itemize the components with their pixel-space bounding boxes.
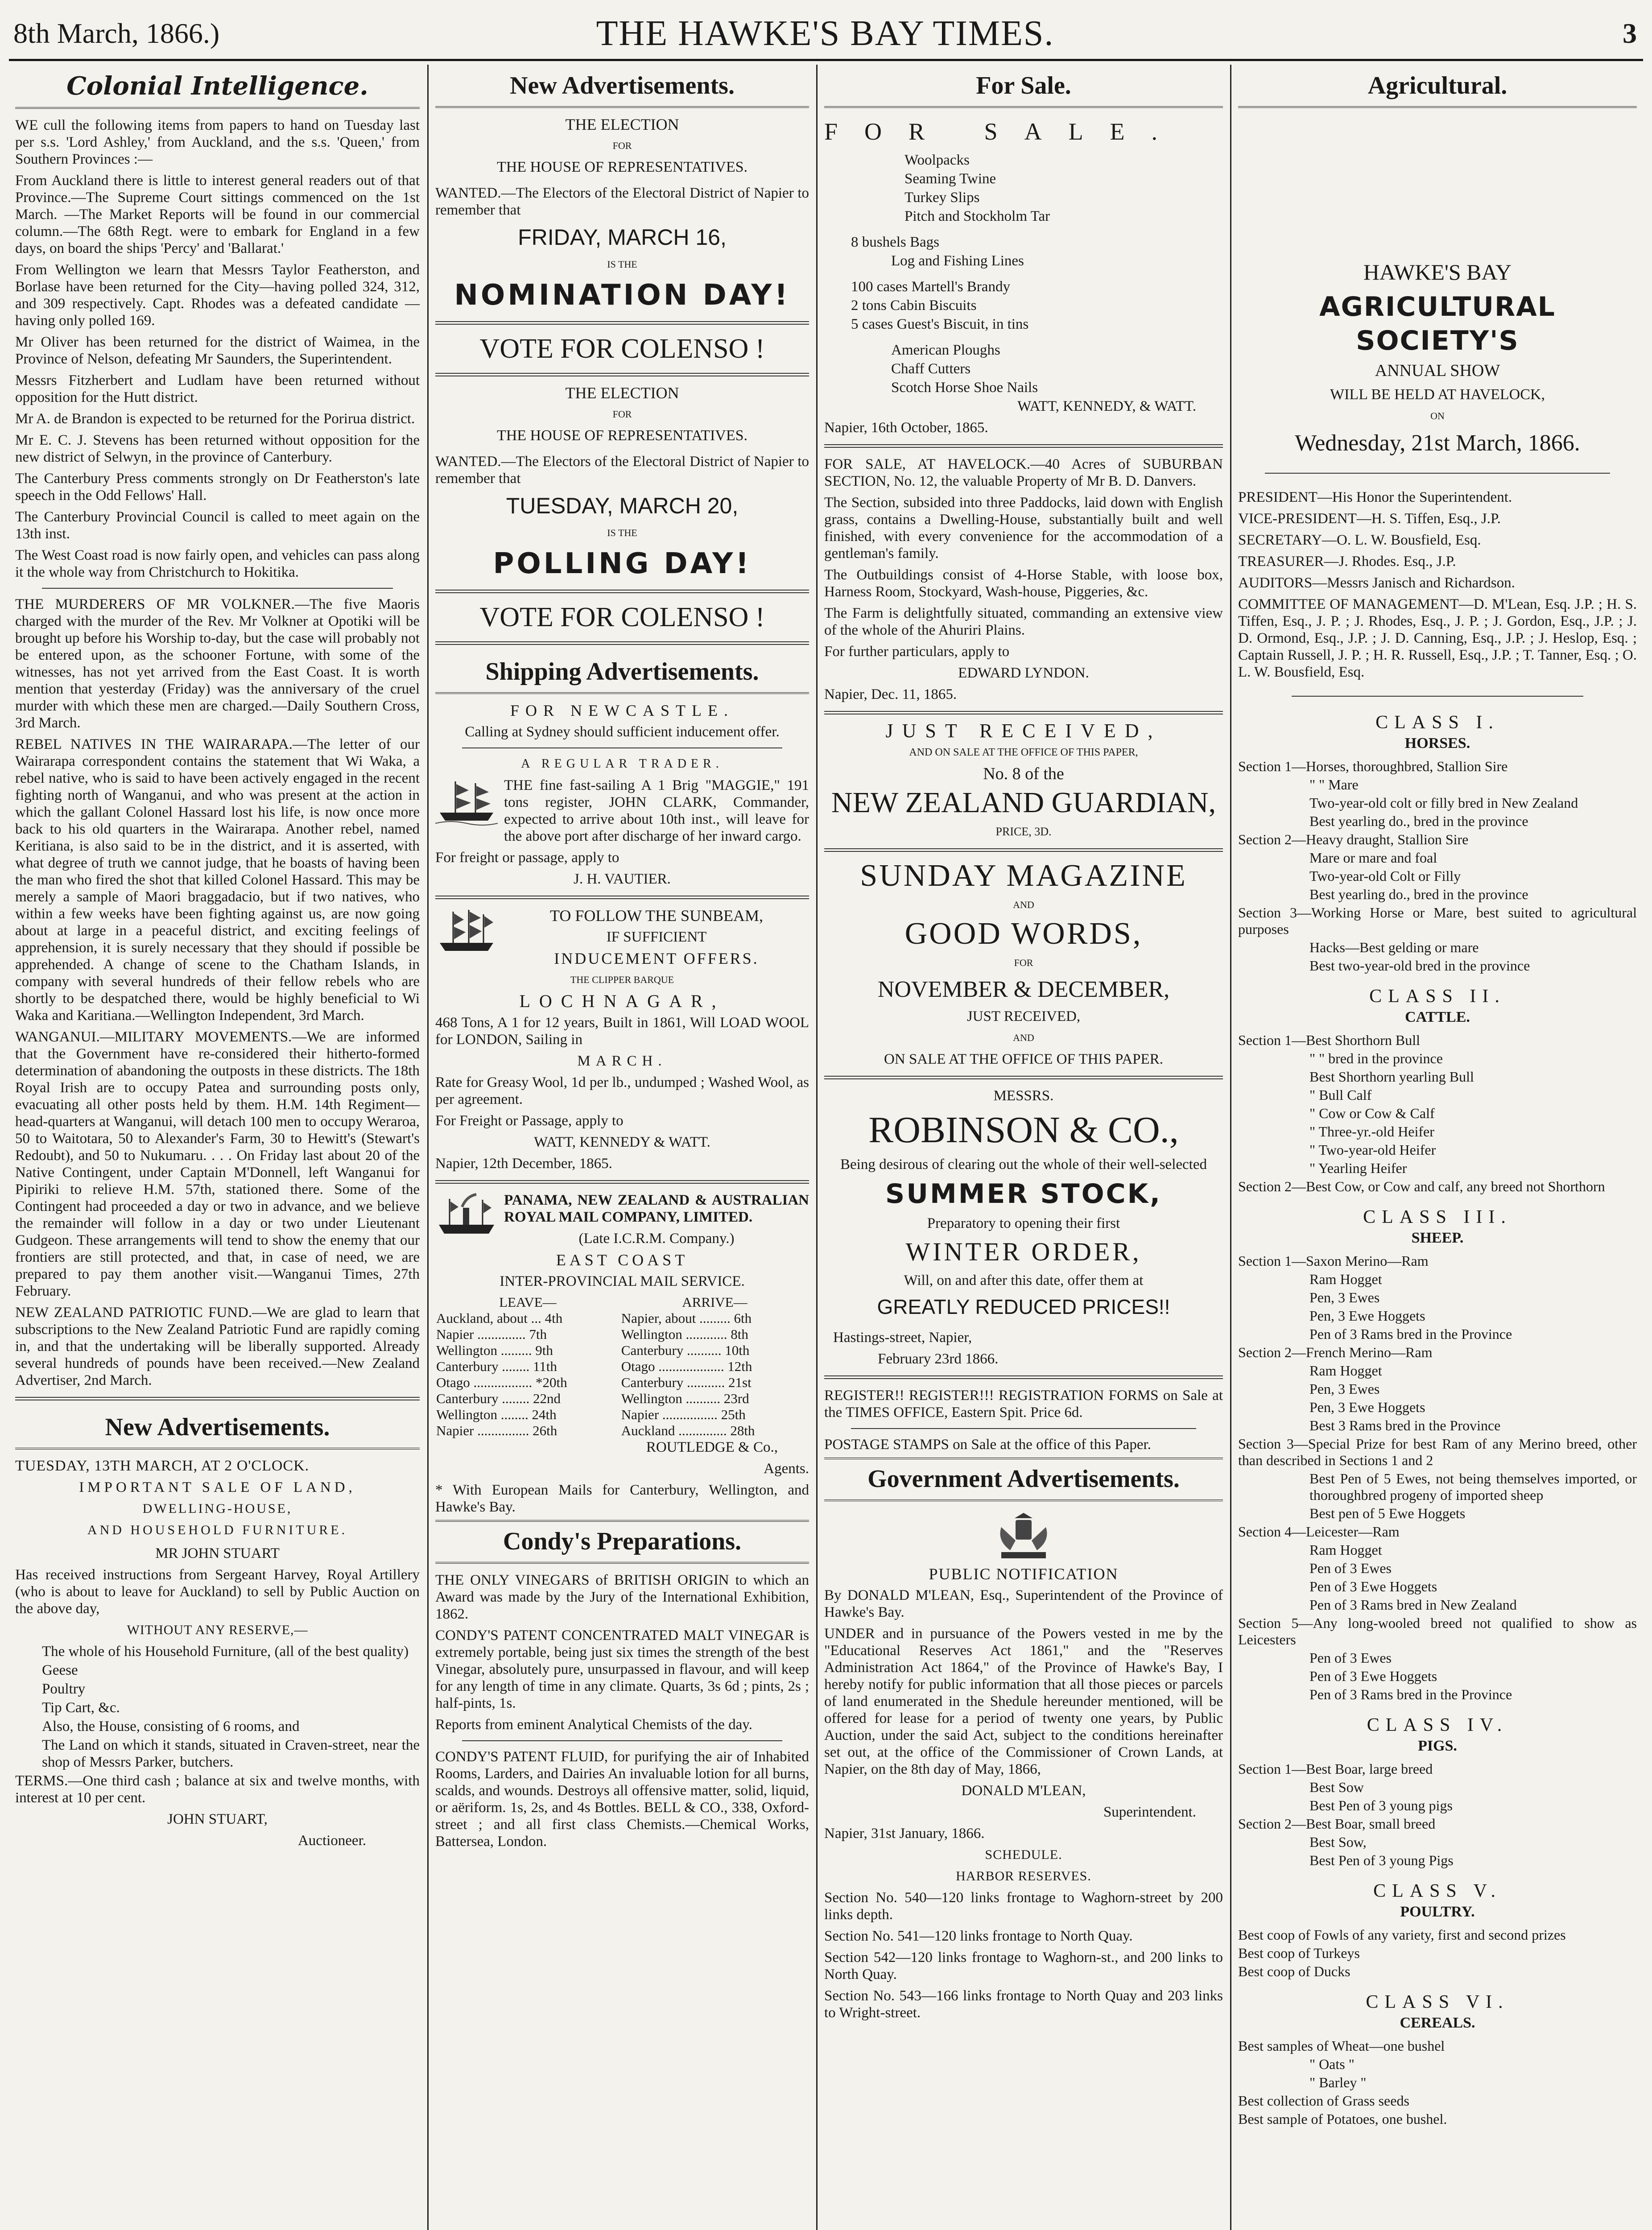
pn-by: By DONALD M'LEAN, Esq., Superintendent of the Province of Hawke's Bay. xyxy=(824,1587,1223,1620)
maggie-ad: THE fine fast-sailing A 1 Brig "MAGGIE," 191 tons register, JOHN CLARK, Commander, expected to arrive about 10th inst., will leave for the above port after discharge of her inward cargo. xyxy=(504,777,809,844)
article-paragraph: The Canterbury Press comments strongly on Dr Featherston's late speech in the Odd Fellows' Hall. xyxy=(15,471,420,504)
table-cell: Wellington ........ 24th xyxy=(436,1407,557,1422)
spacer xyxy=(1238,116,1637,259)
auction-signature-title: Auctioneer. xyxy=(297,1833,366,1849)
prize-line: Best Sow xyxy=(1309,1779,1364,1795)
winter-order: WINTER ORDER, xyxy=(905,1237,1142,1266)
prize-line: Best sample of Potatoes, one bushel. xyxy=(1238,2111,1447,2127)
table-header: LEAVE— xyxy=(499,1294,557,1310)
table-cell: Wellington .......... 23rd xyxy=(621,1391,749,1406)
table-row xyxy=(435,1326,809,1342)
table-cell: Auckland .............. 28th xyxy=(621,1423,755,1438)
prize-line: Best pen of 5 Ewe Hoggets xyxy=(1309,1505,1466,1521)
table-cell: Napier ............... 26th xyxy=(436,1423,558,1438)
nov-dec: NOVEMBER & DECEMBER, xyxy=(877,977,1170,1002)
maggie-signature: J. H. VAUTIER. xyxy=(574,871,671,887)
havelock-ad: The Farm is delightfully situated, commanding an extensive view of the whole of the Ahuriri Plains. xyxy=(824,605,1223,638)
election-for: FOR xyxy=(612,409,632,420)
robinson-co: ROBINSON & CO., xyxy=(868,1109,1179,1151)
for-sale-title: FOR SALE. xyxy=(824,118,1185,145)
divider xyxy=(824,1076,1223,1079)
article-paragraph: REBEL NATIVES IN THE WAIRARAPA.—The letter of our Wairarapa correspondent contains the statement that Wi Waka, a rebel native, who is said to have been actively engaged in the recent fighting north of Wanganui, and who was present at the action in which the gallant Colonel Hassard lost his life, is now once more back to his old quarters in the Wairarapa. Another rebel, named Keritiana, is also said to be in the district, and it is asserted, with what degree of truth we cannot judge, that he boasts of having been the man who fired the shot that killed Colonel Hassard. This may be merely a sample of Maori braggadacio, but if two natives, who within a few weeks have been fighting against us, are now going about at large in a peaceful district, and exciting feelings of apprehension, it is surely necessary that they should if possible be apprehended. A change of scene to the Chatham Islands, in company with several hundreds of their fellow rebels who are shortly to be despatched there, would be highly beneficial to Wi Waka and Karitiana.—Wellington Independent, 3rd March. xyxy=(15,736,420,1024)
officer-line: TREASURER—J. Rhodes. Esq., J.P. xyxy=(1238,553,1456,570)
messrs: MESSRS. xyxy=(993,1088,1054,1104)
prize-line: Best yearling do., bred in the province xyxy=(1309,886,1528,902)
table-cell: Otago ................... 12th xyxy=(621,1359,752,1374)
for-sale-date: Napier, 16th October, 1865. xyxy=(824,420,988,436)
section-heading: New Advertisements. xyxy=(15,1408,420,1450)
register-ad: REGISTER!! REGISTER!!! REGISTRATION FORMS on Sale at the TIMES OFFICE, Eastern Spit. Price 6d. xyxy=(824,1388,1223,1421)
divider xyxy=(1292,696,1583,697)
havelock-ad: For further particulars, apply to xyxy=(824,644,1010,660)
prize-line: Best Pen of 3 young Pigs xyxy=(1309,1852,1454,1868)
prize-line: Best collection of Grass seeds xyxy=(1238,2093,1409,2109)
list-item: 8 bushels Bags xyxy=(851,234,939,250)
class-subheading: POULTRY. xyxy=(1400,1904,1475,1920)
regular-trader: A REGULAR TRADER. xyxy=(521,757,723,771)
election-for: FOR xyxy=(612,140,632,151)
sunbeam-line: For Freight or Passage, apply to xyxy=(435,1113,624,1129)
section-item: Section No. 541—120 links frontage to North Quay. xyxy=(824,1928,1133,1944)
section-heading: Government Advertisements. xyxy=(824,1458,1223,1501)
show-line: WILL BE HELD AT HAVELOCK, xyxy=(1330,386,1545,403)
condy-ad: THE ONLY VINEGARS of BRITISH ORIGIN to which an Award was made by the Jury of the International Exhibition, 1862. xyxy=(435,1572,809,1622)
divider xyxy=(15,1397,420,1400)
section-item: Section 542—120 links frontage to Waghorn-st., and 200 links to North Quay. xyxy=(824,1949,1223,1982)
list-item: Log and Fishing Lines xyxy=(891,253,1024,269)
newcastle-title: FOR NEWCASTLE. xyxy=(510,702,734,719)
pn-body: UNDER and in pursuance of the Powers vested in me by the "Educational Reserves Act 1861," and the "Reserves Administration Act 1864," of the Province of Hawke's Bay, I hereby notify for public information that all those pieces or parcels of land enumerated in the Shedule hereunder mentioned, will be offered for lease for a period of twenty one years, by Public Auction, under the said Act, subject to the conditions hereinafter set out, at the office of the Commissioner of Crown Lands, at Napier, on the 8th day of May, 1866, xyxy=(824,1626,1223,1777)
article-paragraph: Mr Oliver has been returned for the district of Waimea, in the Province of Nelson, defeating Mr Saunders, the Superintendent. xyxy=(15,334,420,367)
prize-line: Section 1—Horses, thoroughbred, Stallion Sire xyxy=(1238,758,1508,774)
prize-line: Best 3 Rams bred in the Province xyxy=(1309,1417,1501,1433)
list-item: Seaming Twine xyxy=(904,171,996,187)
robinson-line: Preparatory to opening their first xyxy=(927,1215,1120,1231)
table-cell: Napier .............. 7th xyxy=(436,1326,547,1342)
prize-line: Two-year-old colt or filly bred in New Zealand xyxy=(1309,795,1578,811)
for-line: FOR xyxy=(1014,957,1033,968)
sunbeam-line: Rate for Greasy Wool, 1d per lb., undumped ; Washed Wool, as per agreement. xyxy=(435,1074,809,1107)
auction-item: Also, the House, consisting of 6 rooms, and xyxy=(42,1718,300,1734)
auction-reserve: WITHOUT ANY RESERVE,— xyxy=(127,1623,308,1637)
prize-line: " " Mare xyxy=(1309,776,1359,793)
just-received-price: PRICE, 3D. xyxy=(995,825,1052,838)
class-subheading: SHEEP. xyxy=(1411,1230,1464,1246)
for-sale-signature: WATT, KENNEDY, & WATT. xyxy=(1017,398,1196,414)
divider xyxy=(462,747,782,748)
show-date: Wednesday, 21st March, 1866. xyxy=(1295,430,1580,456)
table-row xyxy=(435,1391,809,1407)
article-paragraph: WANGANUI.—MILITARY MOVEMENTS.—We are informed that the Government have re-considered their hitherto-formed determination of abandoning the outposts in these districts. The 18th Royal Irish are to occupy Patea and surrounding posts only, evacuating all other posts held by them. H.M. 14th Regiment—head-quarters at Wanganui, will detach 100 men to occupy Weraroa, 50 to Waitotara, 50 to Alexander's Farm, 30 to Hewitt's (Stewart's Redoubt), and 50 to Nukumaru. . . . On Friday last about 20 of the Native Contingent, under Captain M'Donnell, left Wanganui for Pipiriki to relieve H.M. 57th, stationed there. Some of the Contingent had proceeded a day or two in advance, and we believe the remainder will follow in a day or two under Lieutenant Gudgeon. These arrangements will tend to show the enemy that our frontiers are still protected, and that, in case of need, we are prepared to pay them another visit.—Wanganui Times, 27th February. xyxy=(15,1029,420,1299)
prize-line: Best Shorthorn yearling Bull xyxy=(1309,1069,1474,1085)
table-row xyxy=(435,1342,809,1359)
prize-line: Pen of 3 Rams bred in the Province xyxy=(1309,1686,1512,1702)
panama-title: PANAMA, NEW ZEALAND & AUSTRALIAN ROYAL MAIL COMPANY, LIMITED. xyxy=(504,1192,809,1225)
show-line: ON xyxy=(1430,410,1445,421)
prize-line: " Oats " xyxy=(1309,2056,1355,2072)
officer-line: AUDITORS—Messrs Janisch and Richardson. xyxy=(1238,575,1515,591)
panama-line: (Late I.C.R.M. Company.) xyxy=(578,1231,735,1247)
table-cell: Canterbury ........ 11th xyxy=(436,1359,557,1374)
election-house: THE HOUSE OF REPRESENTATIVES. xyxy=(496,427,748,444)
section-heading: For Sale. xyxy=(824,67,1223,108)
election-wanted: WANTED.—The Electors of the Electoral District of Napier to remember that xyxy=(435,185,809,218)
table-cell: Napier, about ......... 6th xyxy=(621,1310,752,1326)
condy-ad: CONDY'S PATENT FLUID, for purifying the air of Inhabited Rooms, Larders, and Dairies An invaluable lotion for all burns, scalds, and wounds. Destroys all offensive matter, solid, liquid, or aëriform. 1s, 2s, and 4s Bottles. BELL & CO., 338, Oxford-street ; and all first class Chemists.—Chemical Works, Battersea, London. xyxy=(435,1749,809,1850)
section-heading: Colonial Intelligence. xyxy=(15,67,420,109)
havelock-date: Napier, Dec. 11, 1865. xyxy=(824,686,957,702)
list-item: 100 cases Martell's Brandy xyxy=(851,279,1010,295)
article-paragraph: WE cull the following items from papers to hand on Tuesday last per s.s. 'Lord Ashley,' from Auckland, and the s.s. 'Queen,' from Southern Provinces :— xyxy=(15,117,420,167)
prize-line: Best samples of Wheat—one bushel xyxy=(1238,2038,1445,2054)
panama-line: INTER-PROVINCIAL MAIL SERVICE. xyxy=(500,1273,745,1289)
prize-line: Section 2—Best Boar, small breed xyxy=(1238,1816,1436,1832)
article-paragraph: NEW ZEALAND PATRIOTIC FUND.—We are glad to learn that subscriptions to the New Zealand Patriotic Fund are rapidly coming in, and that the undertaking will be liberally supported. Already several hundreds of pounds have been received.—New Zealand Advertiser, 2nd March. xyxy=(15,1305,420,1388)
and-line: AND xyxy=(1013,899,1034,910)
divider xyxy=(851,1428,1196,1429)
officer-line: COMMITTEE OF MANAGEMENT—D. M'Lean, Esq. J.P. ; H. S. Tiffen, Esq., J. P. ; J. Rhodes, Esq., J. P. ; J. Gordon, Esq., J.P. ; J. D. Ormond, Esq., J.P. ; J. D. Canning, Esq., J.P. ; J. Heslop, Esq. ; Captain Russell, J. P. ; H. R. Russell, Esq., J.P. ; T. Tanner, Esq. ; O. L. W. Bousfield, Esq. xyxy=(1238,596,1637,680)
prize-line: Ram Hogget xyxy=(1309,1363,1382,1379)
prize-line: Best two-year-old bred in the province xyxy=(1309,958,1530,974)
election-house: THE HOUSE OF REPRESENTATIVES. xyxy=(496,159,748,175)
prize-line: Pen of 3 Ewes xyxy=(1309,1560,1392,1576)
prize-line: Section 5—Any long-wooled breed not qualified to show as Leicesters xyxy=(1238,1615,1637,1648)
divider xyxy=(435,373,809,376)
section-heading: New Advertisements. xyxy=(435,67,809,108)
prize-line: Pen, 3 Ewes xyxy=(1309,1381,1380,1397)
havelock-ad: FOR SALE, AT HAVELOCK.—40 Acres of SUBURBAN SECTION, No. 12, the valuable Property of Mr B. D. Danvers. xyxy=(824,456,1223,489)
table-cell: Canterbury ........... 21st xyxy=(621,1375,752,1390)
pn-signature: DONALD M'LEAN, xyxy=(961,1783,1086,1799)
newspaper-title: THE HAWKE'S BAY TIMES. xyxy=(596,14,1054,53)
issue-date: 8th March, 1866.) xyxy=(13,17,220,49)
prize-line: " Barley " xyxy=(1309,2074,1367,2090)
column-new-advertisements xyxy=(429,67,815,2230)
election-wanted: WANTED.—The Electors of the Electoral District of Napier to remember that xyxy=(435,454,809,487)
class-heading: CLASS II. xyxy=(1369,986,1506,1007)
prize-line: Section 1—Best Shorthorn Bull xyxy=(1238,1032,1420,1048)
just-received-line: No. 8 of the xyxy=(983,764,1064,783)
article-paragraph: From Wellington we learn that Messrs Taylor Featherston, and Borlase have been returned for the City—having polled 324, 312, and 309 respectively. Capt. Rhodes was a defeated candidate —having only polled 169. xyxy=(15,262,420,329)
prize-line: Section 4—Leicester—Ram xyxy=(1238,1524,1400,1540)
table-cell: Auckland, about ... 4th xyxy=(436,1310,563,1326)
pn-date: Napier, 31st January, 1866. xyxy=(824,1825,985,1842)
just-received-line: AND ON SALE AT THE OFFICE OF THIS PAPER, xyxy=(909,747,1138,758)
divider xyxy=(824,711,1223,714)
article-paragraph: Messrs Fitzherbert and Ludlam have been returned without opposition for the Hutt district. xyxy=(15,372,420,405)
prize-line: Best coop of Turkeys xyxy=(1238,1945,1360,1961)
auction-title: AND HOUSEHOLD FURNITURE. xyxy=(87,1523,348,1537)
class-subheading: CATTLE. xyxy=(1405,1009,1470,1025)
auction-item: Geese xyxy=(42,1662,78,1678)
prize-line: Best Pen of 3 young pigs xyxy=(1309,1797,1453,1813)
election-is: IS THE xyxy=(607,259,637,270)
auction-item: The whole of his Household Furniture, (all of the best quality) xyxy=(42,1644,409,1660)
section-item: Section No. 543—166 links frontage to North Quay and 203 links to Wright-street. xyxy=(824,1988,1223,2021)
article-paragraph: THE MURDERERS OF MR VOLKNER.—The five Maoris charged with the murder of the Rev. Mr Volkner at Opotiki will be brought up before his Worship to-day, but the case will probably not be entered upon, as the schooner Fortune, with some of the witnesses, has not yet arrived from the East Coast. It is worth mention that yesterday (Friday) was the anniversary of the cruel murder with which these men are charged.—Daily Southern Cross, 3rd March. xyxy=(15,596,420,731)
sunbeam-date: Napier, 12th December, 1865. xyxy=(435,1156,612,1172)
column-for-sale xyxy=(818,67,1229,2230)
robinson-line: Will, on and after this date, offer them at xyxy=(904,1272,1144,1288)
prize-line: Two-year-old Colt or Filly xyxy=(1309,868,1461,884)
lochnagar: LOCHNAGAR, xyxy=(519,991,725,1011)
prize-line: Hacks—Best gelding or mare xyxy=(1309,939,1479,955)
prize-line: Section 2—Best Cow, or Cow and calf, any breed not Shorthorn xyxy=(1238,1178,1605,1194)
auction-date: TUESDAY, 13TH MARCH, AT 2 O'CLOCK. xyxy=(15,1458,310,1474)
prize-line: Pen of 3 Rams bred in the Province xyxy=(1309,1326,1512,1342)
section-item: Section No. 540—120 links frontage to Waghorn-street by 200 links depth. xyxy=(824,1890,1223,1923)
prize-line: Best coop of Ducks xyxy=(1238,1963,1351,1979)
harbor-reserves: HARBOR RESERVES. xyxy=(956,1869,1091,1883)
just-received: JUST RECEIVED, xyxy=(885,720,1162,742)
page-number: 3 xyxy=(1623,17,1637,49)
sunbeam-line: THE CLIPPER BARQUE xyxy=(570,974,674,985)
class-subheading: HORSES. xyxy=(1404,735,1470,752)
ship-icon xyxy=(435,907,498,956)
prize-line: Section 2—Heavy draught, Stallion Sire xyxy=(1238,831,1469,847)
column-colonial-intelligence xyxy=(9,67,426,2230)
divider xyxy=(42,588,393,589)
divider xyxy=(1265,473,1610,474)
table-cell: Wellington ......... 9th xyxy=(436,1342,553,1358)
auction-item: Poultry xyxy=(42,1681,86,1697)
schedule-title: SCHEDULE. xyxy=(985,1847,1062,1862)
sunbeam-line: INDUCEMENT OFFERS. xyxy=(554,950,759,967)
list-item: Pitch and Stockholm Tar xyxy=(904,208,1050,224)
mail-schedule-table xyxy=(435,1294,809,1439)
havelock-signature: EDWARD LYNDON. xyxy=(958,665,1089,681)
prize-line: Ram Hogget xyxy=(1309,1271,1382,1287)
column-divider xyxy=(1230,65,1231,2230)
table-cell: Canterbury .......... 10th xyxy=(621,1342,750,1358)
prize-line: Section 2—French Merino—Ram xyxy=(1238,1344,1433,1360)
show-line: ANNUAL SHOW xyxy=(1375,361,1500,380)
column-agricultural xyxy=(1232,67,1643,2230)
class-heading: CLASS V. xyxy=(1373,1881,1502,1901)
good-words: GOOD WORDS, xyxy=(904,917,1143,951)
list-item: 2 tons Cabin Biscuits xyxy=(851,297,977,314)
divider xyxy=(435,896,809,899)
prize-line: " Yearling Heifer xyxy=(1309,1160,1407,1176)
steamship-icon xyxy=(435,1192,498,1241)
prize-line: " Bull Calf xyxy=(1309,1087,1372,1103)
column-divider xyxy=(427,65,429,2230)
nz-guardian: NEW ZEALAND GUARDIAN, xyxy=(831,786,1216,819)
officer-line: VICE-PRESIDENT—H. S. Tiffen, Esq., J.P. xyxy=(1238,511,1501,527)
prize-line: Best yearling do., bred in the province xyxy=(1309,813,1528,829)
divider xyxy=(824,848,1223,852)
panama-line: EAST COAST xyxy=(556,1251,689,1269)
prize-line: Pen of 3 Rams bred in New Zealand xyxy=(1309,1597,1517,1613)
reduced-prices: GREATLY REDUCED PRICES!! xyxy=(877,1295,1170,1318)
prize-line: Pen of 3 Ewe Hoggets xyxy=(1309,1668,1437,1684)
table-row xyxy=(435,1310,809,1326)
havelock-ad: The Outbuildings consist of 4-Horse Stable, with loose box, Harness Room, Stockyard, Wash-house, Piggeries, &c. xyxy=(824,567,1223,600)
table-cell: Otago ................. *20th xyxy=(436,1375,567,1390)
divider xyxy=(435,321,809,325)
election-title: THE ELECTION xyxy=(565,116,679,133)
polling-date: TUESDAY, MARCH 20, xyxy=(506,493,739,518)
prize-line: Section 3—Working Horse or Mare, best suited to agricultural purposes xyxy=(1238,904,1637,937)
divider xyxy=(435,1180,809,1184)
show-society: AGRICULTURAL SOCIETY'S xyxy=(1319,291,1556,356)
show-title: HAWKE'S BAY xyxy=(1363,260,1512,285)
summer-stock: SUMMER STOCK, xyxy=(885,1178,1162,1210)
table-row xyxy=(435,1359,809,1375)
prize-line: Best Sow, xyxy=(1309,1834,1367,1850)
ship-icon xyxy=(435,777,498,826)
nomination-date: FRIDAY, MARCH 16, xyxy=(518,225,727,250)
polling-day: POLLING DAY! xyxy=(493,547,752,580)
vote-colenso-banner: VOTE FOR COLENSO ! xyxy=(479,334,765,364)
auction-terms: TERMS.—One third cash ; balance at six and twelve months, with interest at 10 per cent. xyxy=(15,1773,420,1806)
prize-line: Pen, 3 Ewe Hoggets xyxy=(1309,1308,1425,1324)
auction-signature: JOHN STUART, xyxy=(167,1811,268,1827)
class-heading: CLASS III. xyxy=(1363,1207,1512,1227)
column-divider xyxy=(816,65,818,2230)
robinson-address: Hastings-street, Napier, xyxy=(833,1330,972,1346)
sunbeam-signature: WATT, KENNEDY & WATT. xyxy=(534,1134,710,1150)
prize-line: Mare or mare and foal xyxy=(1309,850,1437,866)
prize-line: Pen of 3 Ewe Hoggets xyxy=(1309,1578,1437,1594)
table-cell: Wellington ............ 8th xyxy=(621,1326,748,1342)
sunbeam-line: 468 Tons, A 1 for 12 years, Built in 1861, Will LOAD WOOL for LONDON, Sailing in xyxy=(435,1015,809,1048)
prize-line: " Two-year-old Heifer xyxy=(1309,1142,1436,1158)
and-line: AND xyxy=(1013,1032,1034,1043)
prize-line: Section 3—Special Prize for best Ram of any Merino breed, other than described in Sections 1 and 2 xyxy=(1238,1436,1637,1468)
list-item: Chaff Cutters xyxy=(891,361,971,377)
table-row xyxy=(435,1375,809,1391)
sunday-magazine: SUNDAY MAGAZINE xyxy=(860,859,1187,893)
postage-ad: POSTAGE STAMPS on Sale at the office of this Paper. xyxy=(824,1437,1151,1453)
section-heading: Agricultural. xyxy=(1238,67,1637,108)
prize-line: " Cow or Cow & Calf xyxy=(1309,1105,1435,1121)
table-cell: Canterbury ........ 22nd xyxy=(436,1391,561,1406)
just-received-line: JUST RECEIVED, xyxy=(966,1008,1081,1024)
masthead xyxy=(13,8,1637,57)
class-heading: CLASS I. xyxy=(1375,712,1499,733)
list-item: Woolpacks xyxy=(904,152,970,168)
condy-ad: CONDY'S PATENT CONCENTRATED MALT VINEGAR is extremely portable, being just six times the strength of the best Vinegar, absolutely pure, unsurpassed in flavour, and will keep for any length of time in any climate. Quarts, 3s 6d ; pints, 2s ; half-pints, 1s. xyxy=(435,1627,809,1711)
list-item: American Ploughs xyxy=(891,342,1000,358)
sunbeam-line: IF SUFFICIENT xyxy=(606,929,707,945)
section-heading: Shipping Advertisements. xyxy=(435,653,809,694)
prize-line: Pen, 3 Ewes xyxy=(1309,1289,1380,1305)
sunbeam-title: TO FOLLOW THE SUNBEAM, xyxy=(549,907,764,925)
auction-item: The Land on which it stands, situated in Craven-street, near the shop of Messrs Parker, butchers. xyxy=(42,1737,420,1770)
divider xyxy=(435,641,809,645)
prize-line: " " bred in the province xyxy=(1309,1050,1443,1066)
class-subheading: PIGS. xyxy=(1418,1738,1457,1754)
table-cell: Napier ................ 25th xyxy=(621,1407,746,1422)
newcastle-body: Calling at Sydney should sufficient inducement offer. xyxy=(465,724,780,740)
officer-line: SECRETARY—O. L. W. Bousfield, Esq. xyxy=(1238,532,1481,548)
prize-line: Ram Hogget xyxy=(1309,1542,1382,1558)
prize-line: Best Pen of 5 Ewes, not being themselves imported, or thoroughbred progeny of imported sheep xyxy=(1309,1470,1637,1503)
article-paragraph: Mr A. de Brandon is expected to be returned for the Porirua district. xyxy=(15,411,415,427)
election-is: IS THE xyxy=(607,527,637,538)
prize-line: Section 1—Best Boar, large breed xyxy=(1238,1761,1433,1777)
robinson-line: Being desirous of clearing out the whole of their well-selected xyxy=(840,1156,1207,1173)
prize-line: Pen of 3 Ewes xyxy=(1309,1650,1392,1666)
table-row xyxy=(435,1407,809,1423)
vote-colenso-banner: VOTE FOR COLENSO ! xyxy=(479,602,765,632)
maggie-freight: For freight or passage, apply to xyxy=(435,850,620,866)
class-subheading: CEREALS. xyxy=(1400,2015,1475,2031)
auction-item: Tip Cart, &c. xyxy=(42,1700,120,1716)
public-notification: PUBLIC NOTIFICATION xyxy=(929,1565,1119,1583)
auction-body: Has received instructions from Sergeant Harvey, Royal Artillery (who is about to leave for Auckland) to sell by Public Auction on the above day, xyxy=(15,1567,420,1617)
list-item: Turkey Slips xyxy=(904,190,980,206)
prize-line: Best coop of Fowls of any variety, first and second prizes xyxy=(1238,1927,1566,1943)
sunbeam-line: MARCH. xyxy=(577,1053,667,1069)
election-title: THE ELECTION xyxy=(565,384,679,402)
divider xyxy=(824,1375,1223,1379)
list-item: 5 cases Guest's Biscuit, in tins xyxy=(851,316,1029,332)
divider xyxy=(824,444,1223,448)
table-header: ARRIVE— xyxy=(682,1294,748,1310)
pn-signature-title: Superintendent. xyxy=(1103,1804,1196,1820)
panama-signature: ROUTLEDGE & Co., xyxy=(646,1439,778,1455)
panama-note: * With European Mails for Canterbury, Wellington, and Hawke's Bay. xyxy=(435,1482,809,1515)
prize-line: Section 1—Saxon Merino—Ram xyxy=(1238,1253,1429,1269)
masthead-rule xyxy=(9,59,1643,61)
list-item: Scotch Horse Shoe Nails xyxy=(891,380,1038,396)
table-row xyxy=(435,1423,809,1439)
article-paragraph: Mr E. C. J. Stevens has been returned without opposition for the new district of Selwyn, in the province of Canterbury. xyxy=(15,432,420,465)
panama-signature-title: Agents. xyxy=(764,1461,809,1477)
class-heading: CLASS IV. xyxy=(1367,1715,1508,1735)
article-paragraph: The Canterbury Provincial Council is called to meet again on the 13th inst. xyxy=(15,509,420,542)
havelock-ad: The Section, subsided into three Paddocks, laid down with English grass, contains a Dwelling-House, substantially built and well finished, with every convenience for the accommodation of a gentleman's family. xyxy=(824,495,1223,562)
nomination-day: NOMINATION DAY! xyxy=(454,279,790,312)
officer-line: PRESIDENT—His Honor the Superintendent. xyxy=(1238,489,1512,505)
on-sale-line: ON SALE AT THE OFFICE OF THIS PAPER. xyxy=(884,1051,1163,1067)
prize-classes xyxy=(1238,712,1637,2127)
robinson-date: February 23rd 1866. xyxy=(878,1351,999,1367)
prize-line: Pen, 3 Ewe Hoggets xyxy=(1309,1399,1425,1415)
auction-title: DWELLING-HOUSE, xyxy=(142,1501,293,1516)
divider xyxy=(435,590,809,593)
article-paragraph: The West Coast road is now fairly open, and vehicles can pass along it the whole way from Christchurch to Hokitika. xyxy=(15,547,420,580)
class-heading: CLASS VI. xyxy=(1366,1992,1509,2012)
section-heading: Condy's Preparations. xyxy=(435,1520,809,1564)
condy-ad: Reports from eminent Analytical Chemists of the day. xyxy=(435,1717,752,1733)
article-paragraph: From Auckland there is little to interest general readers out of that Province.—The Supreme Court sittings commenced on the 1st March. —The Market Reports will be found in our commercial column.—The 68th Regt. were to embark for England in a few days, on board the ships 'Percy' and 'Ballarat.' xyxy=(15,173,420,256)
auctioneer-name: MR JOHN STUART xyxy=(155,1545,280,1561)
prize-line: " Three-yr.-old Heifer xyxy=(1309,1123,1434,1140)
divider xyxy=(462,1740,782,1741)
royal-coat-of-arms-icon xyxy=(983,1509,1064,1563)
auction-title: IMPORTANT SALE OF LAND, xyxy=(79,1479,356,1495)
